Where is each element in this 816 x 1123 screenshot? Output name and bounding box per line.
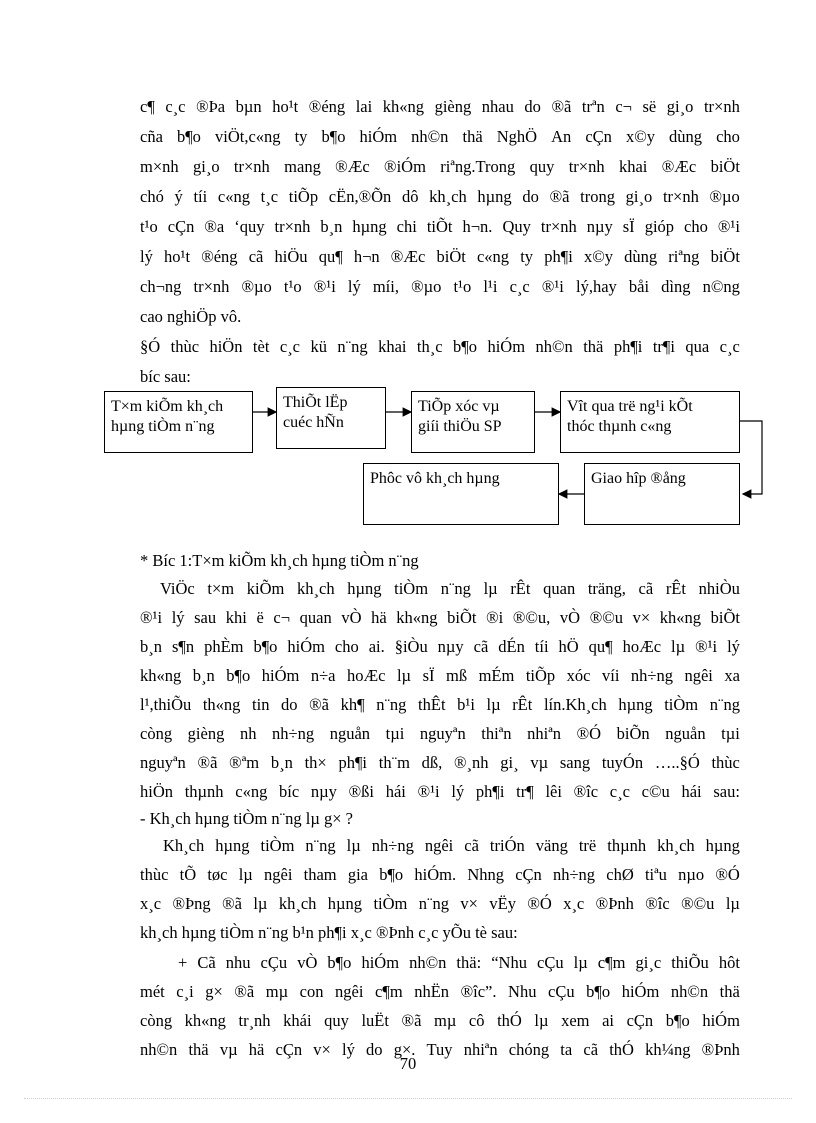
flow-step-label: hµng tiÒm n¨ng xyxy=(111,418,215,435)
text-line: nguyªn ®ã ®ªm b¸n th× ph¶i th¨m dß, ®¸nh gi¸ vµ sang tuyÓn …..§Ó thùc xyxy=(140,753,740,772)
section-heading: * Bíc 1:T×m kiÕm kh¸ch hµng tiÒm n¨ng xyxy=(140,551,419,570)
text-line: bíc sau: xyxy=(140,367,191,386)
text-line: t¹o cÇn ®a ‘quy tr×nh b¸n hµng chi tiÕt h¬n. Quy tr×nh nµy sÏ gióp cho ®¹i xyxy=(140,217,740,236)
text-line: lý ho¹t ®éng cã hiÖu qu¶ h¬n ®Æc biÖt c«ng ty ph¶i x©y dùng riªng biÖt xyxy=(140,247,740,266)
flow-step-serve-customer xyxy=(363,463,559,525)
text-line: ®¹i lý sau khi ë c¬ quan vÒ hä kh«ng biÕt ®i ®©u, vÒ ®©u v× kh«ng biÕt xyxy=(140,608,740,627)
flow-step-overcome-obstacles xyxy=(560,391,740,453)
flow-step-label: giíi thiÖu SP xyxy=(418,418,502,435)
flow-step-label: thóc thµnh c«ng xyxy=(567,418,672,435)
text-line: còng kh«ng tr¸nh khái quy luËt ®ã mµ cô thÓ lµ xem ai cÇn b¶o hiÓm xyxy=(140,1011,740,1030)
text-line: hiÖn thµnh c«ng bíc nµy ®ßi hái ®¹i lý ph¶i tr¶ lêi ®îc c¸c c©u hái sau: xyxy=(140,782,740,801)
text-line: ViÖc t×m kiÕm kh¸ch hµng tiÒm n¨ng lµ rÊt quan träng, cã rÊt nhiÒu xyxy=(160,579,740,598)
text-line: + Cã nhu cÇu vÒ b¶o hiÓm nh©n thä: “Nhu cÇu lµ c¶m gi¸c thiÕu hôt xyxy=(178,953,740,972)
flow-step-label: Vît qua trë ng¹i kÕt xyxy=(567,398,693,415)
flow-step-label: cuéc hÑn xyxy=(283,414,344,431)
text-line: cña b¶o viÖt,c«ng ty b¶o hiÓm nh©n thä NghÖ An cÇn x©y dùng cho xyxy=(140,127,740,146)
text-line: thùc tÕ tøc lµ ngêi tham gia b¶o hiÓm. Nhng cÇn nh÷ng chØ tiªu nµo ®Ó xyxy=(140,865,740,884)
flow-step-set-appointment xyxy=(276,387,386,449)
text-line: cao nghiÖp vô. xyxy=(140,307,242,326)
flow-step-sign-contract xyxy=(584,463,740,525)
text-line: m×nh gi¸o tr×nh mang ®Æc ®iÓm riªng.Trong quy tr×nh khai ®Æc biÖt xyxy=(140,157,740,176)
text-line: Kh¸ch hµng tiÒm n¨ng lµ nh÷ng ngêi cã triÓn väng trë thµnh kh¸ch hµng xyxy=(163,836,740,855)
text-line: chó ý tíi c«ng t¸c tiÕp cËn,®Õn dô kh¸ch hµng do ®ã trong gi¸o tr×nh ®µo xyxy=(140,187,740,206)
flow-step-find-customers xyxy=(104,391,253,453)
arrow-step4-step5 xyxy=(740,421,762,494)
flow-step-label: ThiÕt lËp xyxy=(283,394,348,411)
flow-step-label: TiÕp xóc vµ xyxy=(418,398,500,415)
text-line: mét c¸i g× ®ã mµ con ngêi c¶m nhËn ®îc”. Nhu cÇu b¶o hiÓm nh©n thä xyxy=(140,982,740,1001)
flow-step-label: Giao hîp ®ång xyxy=(591,470,686,487)
text-line: l¹,thiÕu th«ng tin do ®ã kh¶ n¨ng thÊt b¹i lµ rÊt lín.Kh¸ch hµng tiÒm n¨ng xyxy=(140,695,740,714)
question-line: - Kh¸ch hµng tiÒm n¨ng lµ g× ? xyxy=(140,809,353,828)
text-line: c¶ c¸c ®Þa bµn ho¹t ®éng lai kh«ng gièng nhau do ®ã trªn c¬ së gi¸o tr×nh xyxy=(140,97,740,116)
text-line: §Ó thùc hiÖn tèt c¸c kü n¨ng khai th¸c b¶o hiÓm nh©n thä ph¶i tr¶i qua c¸c xyxy=(140,337,740,356)
text-line: x¸c ®Þng ®ã lµ kh¸ch hµng tiÒm n¨ng v× vËy ®Ó x¸c ®Þnh ®îc ®©u lµ xyxy=(140,894,740,913)
page-number: 70 xyxy=(399,1054,417,1073)
text-line: còng gièng nh nh÷ng nguån tµi nguyªn thiªn nhiªn ®Ó biÕn nguån tµi xyxy=(140,724,740,743)
footer-divider xyxy=(24,1098,792,1099)
flow-step-contact-introduce xyxy=(411,391,535,453)
text-line: kh¸ch hµng tiÒm n¨ng b¹n ph¶i x¸c ®Þnh c¸c yÕu tè sau: xyxy=(140,923,518,942)
text-line: kh«ng b¸n b¶o hiÓm n÷a hoÆc lµ sÏ mß mÉm tiÕp xóc víi nh÷ng ngêi xa xyxy=(140,666,740,685)
text-line: ch¬ng tr×nh ®µo t¹o ®¹i lý míi, ®µo t¹o l¹i c¸c ®¹i lý,hay båi dìng n©ng xyxy=(140,277,740,296)
flow-step-label: Phôc vô kh¸ch hµng xyxy=(370,470,500,487)
text-line: b¸n s¶n phÈm b¶o hiÓm cho ai. §iÒu nµy cã dÉn tíi hÖ qu¶ hoÆc lµ ®¹i lý xyxy=(140,637,740,656)
text-line: nh©n thä vµ hä cÇn v× lý do g×. Tuy nhiªn chóng ta cã thÓ kh¼ng ®Þnh xyxy=(140,1040,740,1059)
flow-step-label: T×m kiÕm kh¸ch xyxy=(111,398,224,415)
